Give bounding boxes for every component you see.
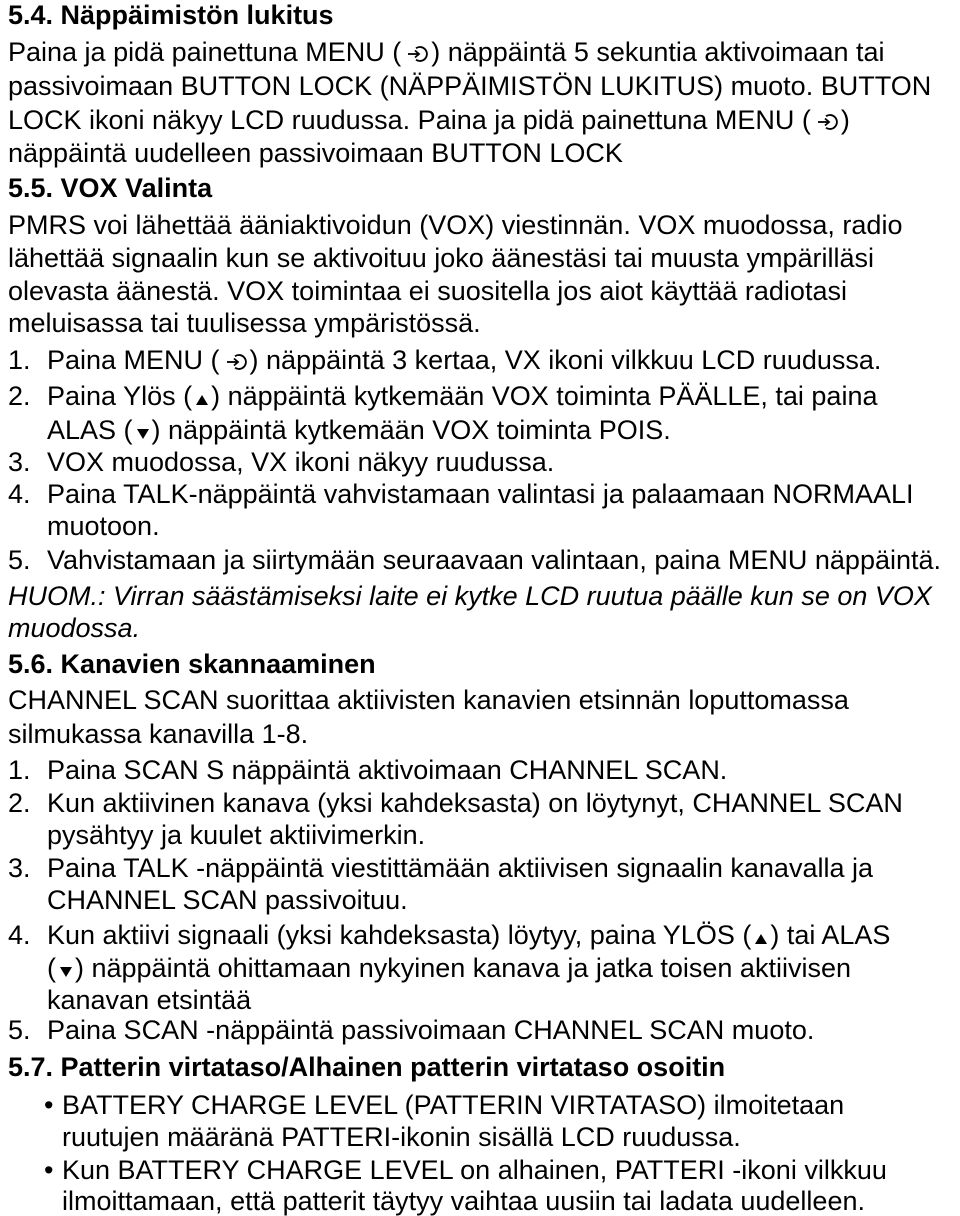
step-continuation-line bbox=[47, 955, 851, 981]
text-segment: ) näppäintä 3 kertaa, VX ikoni vilkkuu LCD ruudussa. bbox=[249, 345, 882, 375]
step-continuation-line: muotoon. bbox=[47, 511, 160, 541]
triangle-up-icon bbox=[195, 393, 209, 406]
text-segment: ALAS ( bbox=[47, 415, 133, 445]
text-segment: ) näppäintä kytkemään VOX toiminta PÄÄLLE, tai paina bbox=[211, 381, 878, 411]
text-segment: Kun BATTERY CHARGE LEVEL on alhainen, PATTERI -ikoni vilkkuu bbox=[62, 1155, 887, 1185]
step-item bbox=[8, 547, 941, 573]
step-item bbox=[8, 449, 554, 475]
text-segment: Paina SCAN -näppäintä passivoimaan CHANNEL SCAN muoto. bbox=[47, 1015, 815, 1045]
paragraph-line: CHANNEL SCAN suorittaa aktiivisten kanavien etsinnän loputtomassa bbox=[8, 685, 849, 715]
triangle-down-icon bbox=[59, 965, 73, 978]
text-segment: Vahvistamaan ja siirtymään seuraavaan valintaan, paina MENU näppäintä. bbox=[47, 545, 942, 575]
text-segment: Paina TALK-näppäintä vahvistamaan valintasi ja palaamaan NORMAALI bbox=[47, 479, 914, 509]
text-segment: Paina ja pidä painettuna MENU ( bbox=[8, 37, 402, 67]
text-segment: Paina TALK -näppäintä viestittämään aktiivisen signaalin kanavalla ja bbox=[47, 853, 873, 883]
paragraph-line bbox=[8, 107, 850, 133]
bullet-marker: • bbox=[44, 1155, 54, 1185]
bullet-item bbox=[44, 1092, 844, 1118]
step-item bbox=[8, 855, 873, 881]
text-segment: Paina MENU ( bbox=[47, 345, 220, 375]
step-item bbox=[8, 1017, 814, 1043]
triangle-down-icon bbox=[136, 427, 150, 440]
text-segment: ) näppäintä 5 sekuntia aktivoimaan tai bbox=[431, 37, 885, 67]
text-segment: Kun aktiivi signaali (yksi kahdeksasta) löytyy, paina YLÖS ( bbox=[47, 920, 752, 950]
step-item bbox=[8, 347, 881, 373]
section-heading-5-5: 5.5. VOX Valinta bbox=[8, 173, 213, 203]
text-segment: ) tai ALAS bbox=[770, 920, 891, 950]
section-heading-5-4: 5.4. Näppäimistön lukitus bbox=[8, 0, 334, 30]
step-number: 1. bbox=[8, 345, 31, 375]
bullet-continuation-line: ruutujen määränä PATTERI-ikonin sisällä LCD ruudussa. bbox=[62, 1122, 741, 1152]
text-segment: ) näppäintä ohittamaan nykyinen kanava ja jatka toisen aktiivisen bbox=[75, 953, 851, 983]
step-continuation-line: pysähtyy ja kuulet aktiivimerkin. bbox=[47, 820, 426, 850]
section-heading-5-6: 5.6. Kanavien skannaaminen bbox=[8, 649, 376, 679]
step-number: 2. bbox=[8, 788, 31, 818]
bullet-item bbox=[44, 1157, 887, 1183]
text-segment: Paina SCAN S näppäintä aktivoimaan CHANNEL SCAN. bbox=[47, 755, 728, 785]
paragraph-line bbox=[8, 39, 885, 65]
paragraph-line: näppäintä uudelleen passivoimaan BUTTON LOCK bbox=[8, 138, 623, 168]
triangle-up-icon bbox=[754, 932, 768, 945]
step-number: 1. bbox=[8, 755, 31, 785]
step-number: 5. bbox=[8, 545, 31, 575]
step-number: 2. bbox=[8, 381, 31, 411]
text-segment: Kun aktiivinen kanava (yksi kahdeksasta) on löytynyt, CHANNEL SCAN bbox=[47, 788, 903, 818]
step-item bbox=[8, 383, 877, 409]
paragraph-line: silmukassa kanavilla 1-8. bbox=[8, 719, 309, 749]
text-segment: Paina Ylös ( bbox=[47, 381, 193, 411]
note-line: HUOM.: Virran säästämiseksi laite ei kytke LCD ruutua päälle kun se on VOX bbox=[8, 581, 932, 611]
menu-enter-icon bbox=[817, 112, 839, 132]
text-segment: ( bbox=[47, 953, 56, 983]
paragraph-line: lähettää signaalin kun se aktivoituu joko äänestäsi tai muusta ympärilläsi bbox=[8, 243, 874, 273]
text-segment: ) näppäintä kytkemään VOX toiminta POIS. bbox=[151, 415, 671, 445]
step-item bbox=[8, 757, 727, 783]
step-number: 5. bbox=[8, 1015, 31, 1045]
step-continuation-line bbox=[47, 417, 671, 443]
text-segment: VOX muodossa, VX ikoni näkyy ruudussa. bbox=[47, 447, 555, 477]
step-item bbox=[8, 922, 890, 948]
step-number: 3. bbox=[8, 853, 31, 883]
step-number: 3. bbox=[8, 447, 31, 477]
paragraph-line: olevasta äänestä. VOX toimintaa ei suositella jos aiot käyttää radiotasi bbox=[8, 276, 847, 306]
text-segment: ) bbox=[840, 105, 850, 135]
text-segment: LOCK ikoni näkyy LCD ruudussa. Paina ja pidä painettuna MENU ( bbox=[8, 105, 811, 135]
step-number: 4. bbox=[8, 479, 31, 509]
step-continuation-line: CHANNEL SCAN passivoituu. bbox=[47, 885, 408, 915]
text-segment: BATTERY CHARGE LEVEL (PATTERIN VIRTATASO) ilmoitetaan bbox=[62, 1090, 845, 1120]
step-continuation-line: kanavan etsintää bbox=[47, 985, 252, 1015]
paragraph-line: meluisassa tai tuulisessa ympäristössä. bbox=[8, 308, 481, 338]
menu-enter-icon bbox=[407, 44, 429, 64]
note-line: muodossa. bbox=[8, 613, 141, 643]
paragraph-line: PMRS voi lähettää ääniaktivoidun (VOX) viestinnän. VOX muodossa, radio bbox=[8, 210, 903, 240]
step-item bbox=[8, 481, 913, 507]
section-heading-5-7: 5.7. Patterin virtataso/Alhainen patterin virtataso osoitin bbox=[8, 1052, 726, 1082]
bullet-marker: • bbox=[44, 1090, 54, 1120]
bullet-continuation-line: ilmoittamaan, että patterit täytyy vaihtaa uusiin tai ladata uudelleen. bbox=[62, 1186, 865, 1216]
step-number: 4. bbox=[8, 920, 31, 950]
step-item bbox=[8, 790, 903, 816]
paragraph-line: passivoimaan BUTTON LOCK (NÄPPÄIMISTÖN LUKITUS) muoto. BUTTON bbox=[8, 71, 932, 101]
menu-enter-icon bbox=[226, 352, 248, 372]
